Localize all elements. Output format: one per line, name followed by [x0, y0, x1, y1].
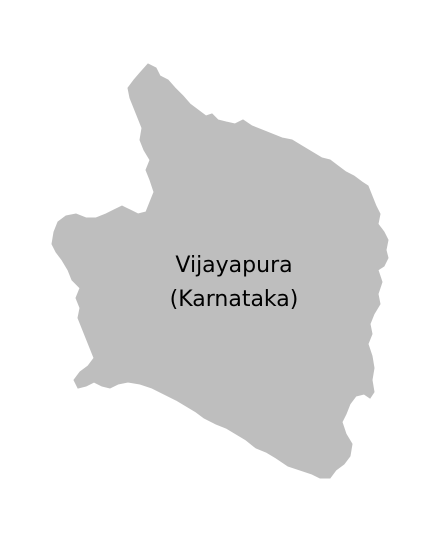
district-name-label: Vijayapura [175, 253, 293, 278]
state-name-label: (Karnataka) [169, 287, 299, 312]
